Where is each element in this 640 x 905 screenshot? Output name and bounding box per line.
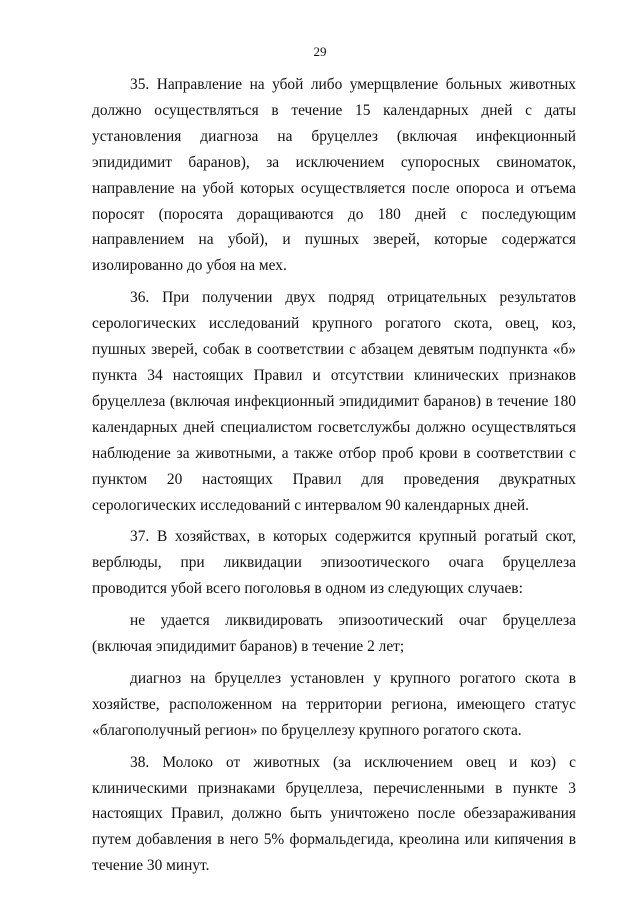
page-number: 29: [313, 44, 327, 59]
paragraph-38: 38. Молоко от животных (за исключением овец и коз) с клиническими признаками бруцеллеза, перечисленными в пункте 3 настоящих Правил, должно быть уничтожено после обеззараживания путем добавления в него 5% формальдегида, креолина или кипячения в течение 30 минут.: [92, 753, 576, 875]
paragraph-37-case-2: диагноз на бруцеллез установлен у крупного рогатого скота в хозяйстве, расположенном на территории региона, имеющего статус «благополучный регион» по бруцеллезу крупного рогатого скота.: [92, 669, 576, 739]
paragraph-36: 36. При получении двух подряд отрицательных результатов серологических исследований крупного рогатого скота, овец, коз, пушных зверей, собак в соответствии с абзацем девятым подпункта «б» пункта 34 настоящих Правил и отсутствии клинических признаков бруцеллеза (включая инфекционный эпидидимит баранов) в течение 180 календарных дней специалистом госветслужбы должно осуществляться наблюдение за животными, а также отбор проб крови в соответствии с пунктом 20 настоящих Правил для проведения двукратных серологических исследований с интервалом 90 календарных дней.: [92, 289, 576, 514]
paragraph-37-case-1: не удается ликвидировать эпизоотический очаг бруцеллеза (включая эпидидимит баранов) в течение 2 лет;: [92, 612, 576, 656]
paragraph-35: 35. Направление на убой либо умерщвление больных животных должно осуществляться в течение 15 календарных дней с даты установления диагноза на бруцеллез (включая инфекционный эпидидимит баранов), за исключением супоросных свиноматок, направление на убой которых осуществляется после опороса и отъема поросят (поросята доращиваются до 180 дней с последующим направлением на убой), и пушных зверей, которые содержатся изолированно до убоя на мех.: [92, 76, 576, 275]
paragraph-37: 37. В хозяйствах, в которых содержится крупный рогатый скот, верблюды, при ликвидации эпизоотического очага бруцеллеза проводится убой всего поголовья в одном из следующих случаев:: [92, 528, 576, 598]
document-body: [92, 72, 576, 879]
